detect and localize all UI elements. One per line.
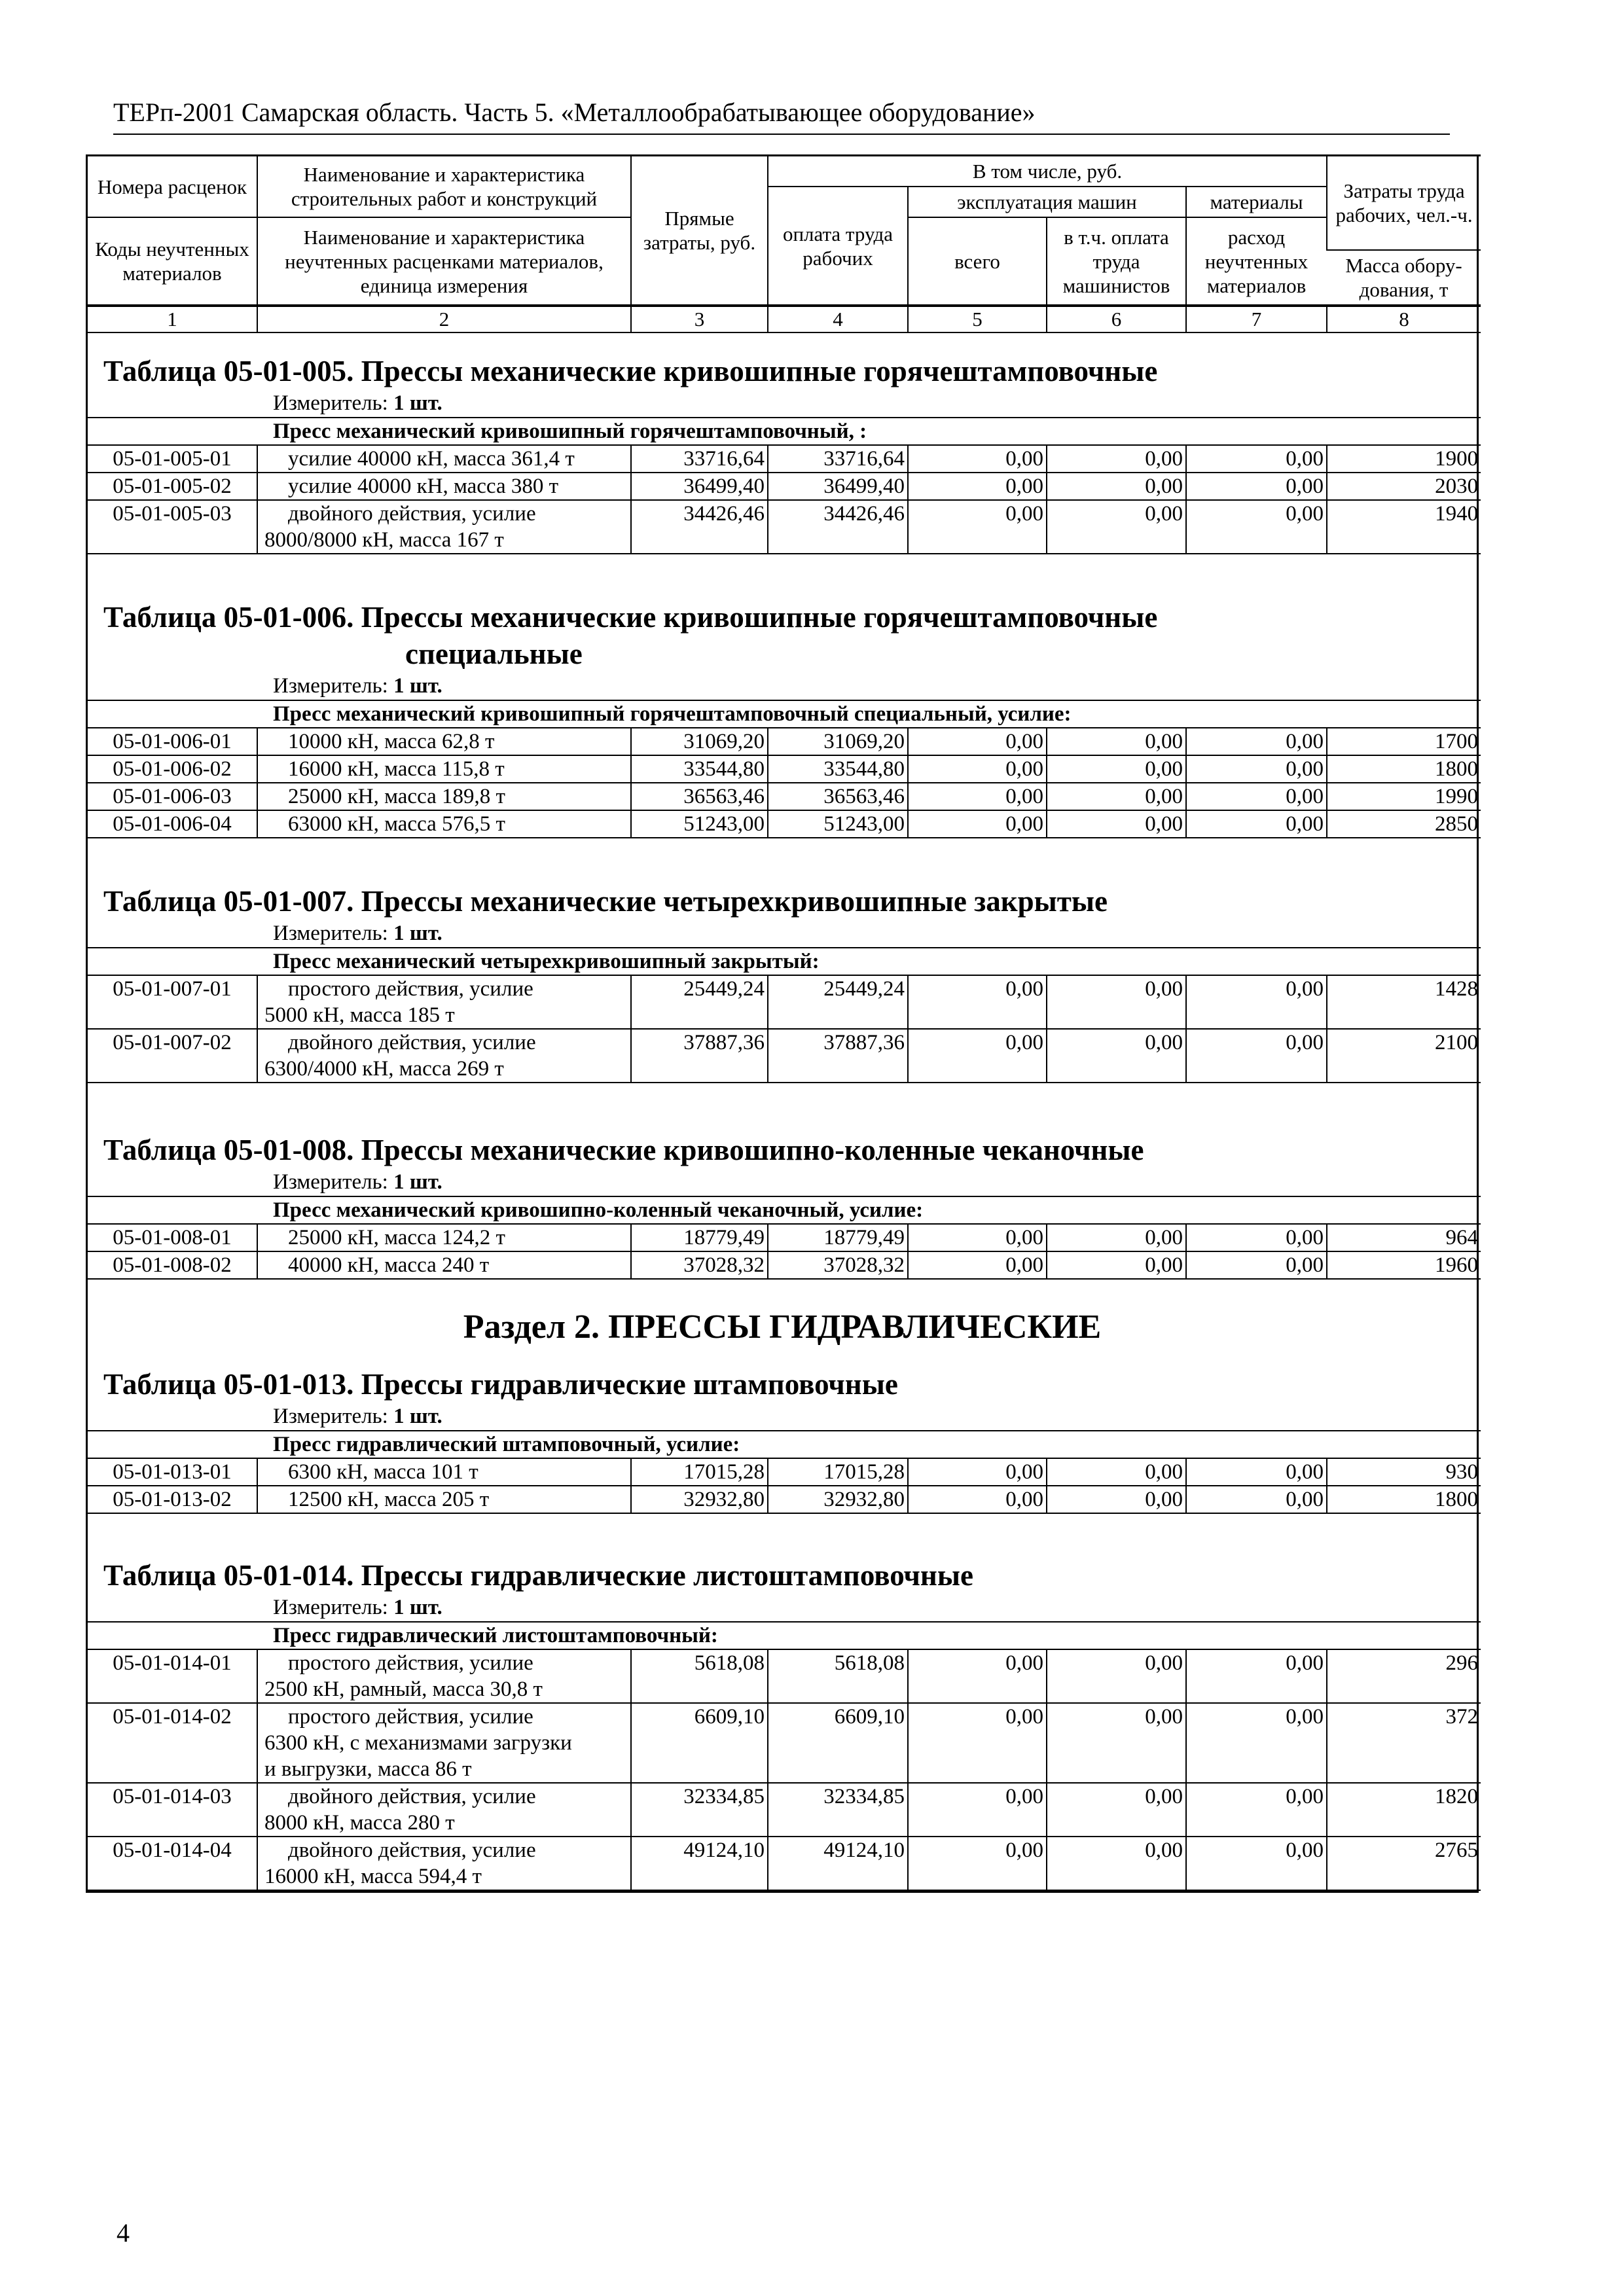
- meter-unit: 1 шт.: [393, 1596, 442, 1619]
- meter-label: Измеритель:: [273, 1405, 388, 1428]
- rate-code: 05-01-007-01: [88, 975, 257, 1029]
- rate-name-line: усилие 40000 кН, масса 361,4 т: [288, 447, 575, 471]
- col1-bottom-header: Коды неучтенных материалов: [88, 217, 257, 305]
- rates-table: [88, 417, 1481, 554]
- rates-document: [86, 154, 1479, 1893]
- operator-wage: 0,00: [1047, 1783, 1186, 1837]
- worker-wage: 36563,46: [768, 783, 908, 810]
- direct-cost: 51243,00: [631, 810, 768, 838]
- rate-name: [257, 1486, 631, 1513]
- labor-hours: 296: [1327, 1649, 1481, 1703]
- rate-name: [257, 1458, 631, 1486]
- rates-table: [88, 700, 1481, 838]
- table-row: [88, 1486, 1481, 1513]
- direct-cost: 32334,85: [631, 1783, 768, 1837]
- rates-table: [88, 1196, 1481, 1280]
- labor-hours: 1940: [1327, 500, 1481, 554]
- meter-line: [88, 389, 1477, 417]
- group-row: [88, 418, 1481, 445]
- table-title-line: Таблица 05-01-005. Прессы механические кривошипные горячештамповочные: [103, 355, 1158, 387]
- machine-total: 0,00: [908, 975, 1047, 1029]
- table-row: [88, 500, 1481, 554]
- labor-hours: 1428: [1327, 975, 1481, 1029]
- rate-name: [257, 1703, 631, 1783]
- table-title: [88, 883, 1477, 920]
- col7-header: расход неучтенных материалов: [1186, 217, 1327, 305]
- labor-hours: 964: [1327, 1224, 1481, 1251]
- direct-cost: 36499,40: [631, 473, 768, 500]
- rate-name-line: 12500 кН, масса 205 т: [288, 1488, 490, 1511]
- operator-wage: 0,00: [1047, 1486, 1186, 1513]
- direct-cost: 17015,28: [631, 1458, 768, 1486]
- spacer: [88, 574, 1477, 599]
- col-number: 2: [257, 306, 631, 332]
- worker-wage: 37887,36: [768, 1029, 908, 1083]
- spacer: [88, 1083, 1477, 1107]
- rate-name: [257, 1029, 631, 1083]
- rate-code: 05-01-007-02: [88, 1029, 257, 1083]
- machine-total: 0,00: [908, 1703, 1047, 1783]
- rate-code: 05-01-014-03: [88, 1783, 257, 1837]
- col2-top-header: Наименование и характеристика строительных работ и конструкций: [257, 156, 631, 218]
- table-title-line: Таблица 05-01-014. Прессы гидравлические листоштамповочные: [103, 1559, 973, 1592]
- rate-name-line: простого действия, усилие: [288, 977, 533, 1001]
- worker-wage: 17015,28: [768, 1458, 908, 1486]
- operator-wage: 0,00: [1047, 1029, 1186, 1083]
- materials-cost: 0,00: [1186, 473, 1327, 500]
- incl-header: В том числе, руб.: [768, 156, 1327, 187]
- meter-line: [88, 1403, 1477, 1430]
- table-row: [88, 810, 1481, 838]
- group-row: [88, 700, 1481, 728]
- materials-cost: 0,00: [1186, 1486, 1327, 1513]
- rate-name-line: 8000/8000 кН, масса 167 т: [264, 528, 504, 552]
- rates-table: [88, 1430, 1481, 1514]
- materials-cost: 0,00: [1186, 810, 1327, 838]
- labor-hours: 1820: [1327, 1783, 1481, 1837]
- labor-hours: 1900: [1327, 445, 1481, 473]
- direct-cost: 33544,80: [631, 755, 768, 783]
- materials-cost: 0,00: [1186, 1703, 1327, 1783]
- worker-wage: 32334,85: [768, 1783, 908, 1837]
- rate-name-line: 5000 кН, масса 185 т: [264, 1003, 455, 1027]
- machine-total: 0,00: [908, 1837, 1047, 1890]
- spacer: [88, 1280, 1477, 1307]
- labor-hours: 1700: [1327, 728, 1481, 755]
- operator-wage: 0,00: [1047, 473, 1186, 500]
- group-row: [88, 1431, 1481, 1458]
- meter-label: Измеритель:: [273, 1170, 388, 1194]
- spacer: [88, 838, 1477, 858]
- table-title: [88, 599, 1477, 672]
- rate-name-line: двойного действия, усилие: [288, 502, 536, 526]
- table-row: [88, 1224, 1481, 1251]
- col-number: 5: [908, 306, 1047, 332]
- rate-name-line: усилие 40000 кН, масса 380 т: [288, 475, 559, 498]
- labor-hours: 372: [1327, 1703, 1481, 1783]
- rate-name-line: 6300 кН, с механизмами загрузки: [264, 1731, 572, 1755]
- rate-name-line: и выгрузки, масса 86 т: [264, 1757, 472, 1781]
- direct-cost: 49124,10: [631, 1837, 768, 1890]
- machine-total: 0,00: [908, 1458, 1047, 1486]
- rate-code: 05-01-006-02: [88, 755, 257, 783]
- rate-name: [257, 445, 631, 473]
- labor-hours: 2100: [1327, 1029, 1481, 1083]
- labor-hours: 1960: [1327, 1251, 1481, 1279]
- page-number: 4: [117, 2218, 130, 2248]
- col-number: 8: [1327, 306, 1481, 332]
- direct-cost: 37887,36: [631, 1029, 768, 1083]
- col-number: 1: [88, 306, 257, 332]
- machine-total: 0,00: [908, 1783, 1047, 1837]
- col2-bottom-header: Наименование и характеристика неучтенных расценками материалов, единица измерения: [257, 217, 631, 305]
- labor-hours: 1800: [1327, 1486, 1481, 1513]
- machines-header: эксплуатация машин: [908, 187, 1186, 217]
- rate-name-line: простого действия, усилие: [288, 1651, 533, 1675]
- rate-name: [257, 473, 631, 500]
- direct-cost: 34426,46: [631, 500, 768, 554]
- rate-name: [257, 810, 631, 838]
- table-row: [88, 755, 1481, 783]
- rate-code: 05-01-005-01: [88, 445, 257, 473]
- worker-wage: 25449,24: [768, 975, 908, 1029]
- operator-wage: 0,00: [1047, 1649, 1186, 1703]
- operator-wage: 0,00: [1047, 445, 1186, 473]
- direct-cost: 37028,32: [631, 1251, 768, 1279]
- direct-cost: 31069,20: [631, 728, 768, 755]
- rate-name: [257, 500, 631, 554]
- rates-table: [88, 947, 1481, 1083]
- rate-name-line: 8000 кН, масса 280 т: [264, 1811, 455, 1835]
- rate-name-line: 25000 кН, масса 189,8 т: [288, 785, 505, 808]
- col6-header: в т.ч. оплата труда машинистов: [1047, 217, 1186, 305]
- materials-cost: 0,00: [1186, 728, 1327, 755]
- rate-code: 05-01-013-02: [88, 1486, 257, 1513]
- direct-cost: 32932,80: [631, 1486, 768, 1513]
- rate-name: [257, 755, 631, 783]
- rate-name-line: 16000 кН, масса 594,4 т: [264, 1865, 482, 1888]
- table-row: [88, 975, 1481, 1029]
- operator-wage: 0,00: [1047, 1703, 1186, 1783]
- machine-total: 0,00: [908, 1224, 1047, 1251]
- group-row: [88, 948, 1481, 975]
- table-row: [88, 1703, 1481, 1783]
- group-row: [88, 1622, 1481, 1649]
- rate-name-line: 10000 кН, масса 62,8 т: [288, 730, 495, 753]
- worker-wage: 49124,10: [768, 1837, 908, 1890]
- labor-hours: 2765: [1327, 1837, 1481, 1890]
- spacer: [88, 1532, 1477, 1557]
- rate-code: 05-01-008-01: [88, 1224, 257, 1251]
- labor-hours: 2030: [1327, 473, 1481, 500]
- direct-cost: 18779,49: [631, 1224, 768, 1251]
- col1-top-header: Номера расценок: [88, 156, 257, 218]
- meter-unit: 1 шт.: [393, 922, 442, 945]
- materials-cost: 0,00: [1186, 755, 1327, 783]
- materials-cost: 0,00: [1186, 1837, 1327, 1890]
- materials-cost: 0,00: [1186, 1224, 1327, 1251]
- direct-cost: 5618,08: [631, 1649, 768, 1703]
- spacer: [88, 858, 1477, 883]
- machine-total: 0,00: [908, 783, 1047, 810]
- table-title: [88, 1132, 1477, 1168]
- materials-cost: 0,00: [1186, 1783, 1327, 1837]
- table-row: [88, 473, 1481, 500]
- tables-container: [88, 333, 1477, 1891]
- table-title-line: специальные: [405, 637, 583, 670]
- meter-label: Измеритель:: [273, 674, 388, 698]
- rate-name-line: 6300 кН, масса 101 т: [288, 1460, 478, 1484]
- worker-wage: 36499,40: [768, 473, 908, 500]
- operator-wage: 0,00: [1047, 783, 1186, 810]
- rate-name-line: двойного действия, усилие: [288, 1031, 536, 1054]
- operator-wage: 0,00: [1047, 1837, 1186, 1890]
- rate-name-line: 6300/4000 кН, масса 269 т: [264, 1057, 504, 1081]
- rate-code: 05-01-006-03: [88, 783, 257, 810]
- rate-code: 05-01-014-04: [88, 1837, 257, 1890]
- table-title-line: Таблица 05-01-006. Прессы механические кривошипные горячештамповочные: [103, 601, 1158, 634]
- col8-top-header: Затраты труда рабочих, чел.-ч.: [1327, 156, 1481, 251]
- materials-cost: 0,00: [1186, 1458, 1327, 1486]
- materials-cost: 0,00: [1186, 975, 1327, 1029]
- meter-unit: 1 шт.: [393, 674, 442, 698]
- worker-wage: 34426,46: [768, 500, 908, 554]
- direct-cost: 25449,24: [631, 975, 768, 1029]
- worker-wage: 6609,10: [768, 1703, 908, 1783]
- operator-wage: 0,00: [1047, 755, 1186, 783]
- col-number: 7: [1186, 306, 1327, 332]
- rates-table: [88, 1621, 1481, 1891]
- table-title: [88, 353, 1477, 389]
- operator-wage: 0,00: [1047, 1458, 1186, 1486]
- labor-hours: 930: [1327, 1458, 1481, 1486]
- direct-cost: 6609,10: [631, 1703, 768, 1783]
- group-label: Пресс гидравлический листоштамповочный:: [88, 1622, 1481, 1649]
- table-row: [88, 1251, 1481, 1279]
- rate-code: 05-01-006-04: [88, 810, 257, 838]
- worker-wage: 31069,20: [768, 728, 908, 755]
- page-header: ТЕРп-2001 Самарская область. Часть 5. «Металлообрабатывающее оборудование»: [113, 98, 1036, 127]
- table-row: [88, 1837, 1481, 1890]
- meter-label: Измеритель:: [273, 1596, 388, 1619]
- direct-cost: 33716,64: [631, 445, 768, 473]
- rate-name-line: 2500 кН, рамный, масса 30,8 т: [264, 1677, 543, 1701]
- rate-name: [257, 783, 631, 810]
- spacer: [88, 554, 1477, 574]
- col4-header: оплата труда рабочих: [768, 187, 908, 305]
- rate-code: 05-01-005-02: [88, 473, 257, 500]
- rate-name-line: 16000 кН, масса 115,8 т: [288, 757, 505, 781]
- machine-total: 0,00: [908, 728, 1047, 755]
- meter-unit: 1 шт.: [393, 1405, 442, 1428]
- worker-wage: 33716,64: [768, 445, 908, 473]
- machine-total: 0,00: [908, 445, 1047, 473]
- column-numbers: [88, 306, 1481, 333]
- table-title-line: Таблица 05-01-007. Прессы механические четырехкривошипные закрытые: [103, 885, 1108, 918]
- materials-cost: 0,00: [1186, 500, 1327, 554]
- labor-hours: 1990: [1327, 783, 1481, 810]
- machine-total: 0,00: [908, 1649, 1047, 1703]
- rate-name: [257, 1783, 631, 1837]
- table-row: [88, 1029, 1481, 1083]
- table-title-line: Таблица 05-01-008. Прессы механические кривошипно-коленные чеканочные: [103, 1134, 1144, 1166]
- group-label: Пресс механический кривошипный горячештамповочный, :: [88, 418, 1481, 445]
- rate-code: 05-01-005-03: [88, 500, 257, 554]
- rate-name: [257, 728, 631, 755]
- rate-name-line: простого действия, усилие: [288, 1705, 533, 1729]
- spacer: [88, 1348, 1477, 1366]
- materials-cost: 0,00: [1186, 1251, 1327, 1279]
- rate-name-line: 63000 кН, масса 576,5 т: [288, 812, 505, 836]
- machine-total: 0,00: [908, 755, 1047, 783]
- table-row: [88, 783, 1481, 810]
- spacer: [88, 1514, 1477, 1532]
- operator-wage: 0,00: [1047, 1251, 1186, 1279]
- labor-hours: 2850: [1327, 810, 1481, 838]
- worker-wage: 51243,00: [768, 810, 908, 838]
- meter-line: [88, 672, 1477, 700]
- meter-unit: 1 шт.: [393, 1170, 442, 1194]
- meter-unit: 1 шт.: [393, 391, 442, 415]
- machine-total: 0,00: [908, 473, 1047, 500]
- rate-name: [257, 1251, 631, 1279]
- operator-wage: 0,00: [1047, 500, 1186, 554]
- meter-line: [88, 1168, 1477, 1196]
- col8-bottom-header: Масса обору-дования, т: [1327, 250, 1481, 305]
- rate-code: 05-01-014-01: [88, 1649, 257, 1703]
- worker-wage: 18779,49: [768, 1224, 908, 1251]
- materials-cost: 0,00: [1186, 783, 1327, 810]
- meter-label: Измеритель:: [273, 391, 388, 415]
- machine-total: 0,00: [908, 1486, 1047, 1513]
- rate-code: 05-01-014-02: [88, 1703, 257, 1783]
- worker-wage: 5618,08: [768, 1649, 908, 1703]
- spacer: [88, 333, 1477, 353]
- table-row: [88, 1783, 1481, 1837]
- rate-name-line: двойного действия, усилие: [288, 1785, 536, 1808]
- materials-cost: 0,00: [1186, 1029, 1327, 1083]
- table-title: [88, 1557, 1477, 1594]
- table-row: [88, 1649, 1481, 1703]
- col-number: 6: [1047, 306, 1186, 332]
- meter-label: Измеритель:: [273, 922, 388, 945]
- rate-name-line: двойного действия, усилие: [288, 1839, 536, 1862]
- rate-name-line: 25000 кН, масса 124,2 т: [288, 1226, 505, 1249]
- table-title: [88, 1366, 1477, 1403]
- direct-cost: 36563,46: [631, 783, 768, 810]
- group-label: Пресс механический кривошипно-коленный чеканочный, усилие:: [88, 1196, 1481, 1224]
- worker-wage: 33544,80: [768, 755, 908, 783]
- machine-total: 0,00: [908, 1251, 1047, 1279]
- column-header: [88, 154, 1481, 306]
- section-title: Раздел 2. ПРЕССЫ ГИДРАВЛИЧЕСКИЕ: [463, 1308, 1102, 1346]
- worker-wage: 32932,80: [768, 1486, 908, 1513]
- col3-header: Прямые затраты, руб.: [631, 156, 768, 306]
- rate-name: [257, 1649, 631, 1703]
- materials-cost: 0,00: [1186, 445, 1327, 473]
- col5-header: всего: [908, 217, 1047, 305]
- rate-name-line: 40000 кН, масса 240 т: [288, 1253, 490, 1277]
- header-rule: [113, 134, 1450, 135]
- group-row: [88, 1196, 1481, 1224]
- rate-code: 05-01-008-02: [88, 1251, 257, 1279]
- group-label: Пресс механический четырехкривошипный закрытый:: [88, 948, 1481, 975]
- materials-header: материалы: [1186, 187, 1327, 217]
- rate-name: [257, 975, 631, 1029]
- meter-line: [88, 920, 1477, 947]
- rate-code: 05-01-013-01: [88, 1458, 257, 1486]
- col-number: 3: [631, 306, 768, 332]
- col-number: 4: [768, 306, 908, 332]
- operator-wage: 0,00: [1047, 728, 1186, 755]
- machine-total: 0,00: [908, 1029, 1047, 1083]
- operator-wage: 0,00: [1047, 810, 1186, 838]
- machine-total: 0,00: [908, 810, 1047, 838]
- operator-wage: 0,00: [1047, 1224, 1186, 1251]
- operator-wage: 0,00: [1047, 975, 1186, 1029]
- table-title-line: Таблица 05-01-013. Прессы гидравлические штамповочные: [103, 1368, 898, 1401]
- group-label: Пресс механический кривошипный горячештамповочный специальный, усилие:: [88, 700, 1481, 728]
- rate-name: [257, 1224, 631, 1251]
- spacer: [88, 1107, 1477, 1132]
- machine-total: 0,00: [908, 500, 1047, 554]
- table-row: [88, 1458, 1481, 1486]
- rate-code: 05-01-006-01: [88, 728, 257, 755]
- group-label: Пресс гидравлический штамповочный, усилие:: [88, 1431, 1481, 1458]
- table-row: [88, 728, 1481, 755]
- worker-wage: 37028,32: [768, 1251, 908, 1279]
- meter-line: [88, 1594, 1477, 1621]
- rate-name: [257, 1837, 631, 1890]
- labor-hours: 1800: [1327, 755, 1481, 783]
- table-row: [88, 445, 1481, 473]
- materials-cost: 0,00: [1186, 1649, 1327, 1703]
